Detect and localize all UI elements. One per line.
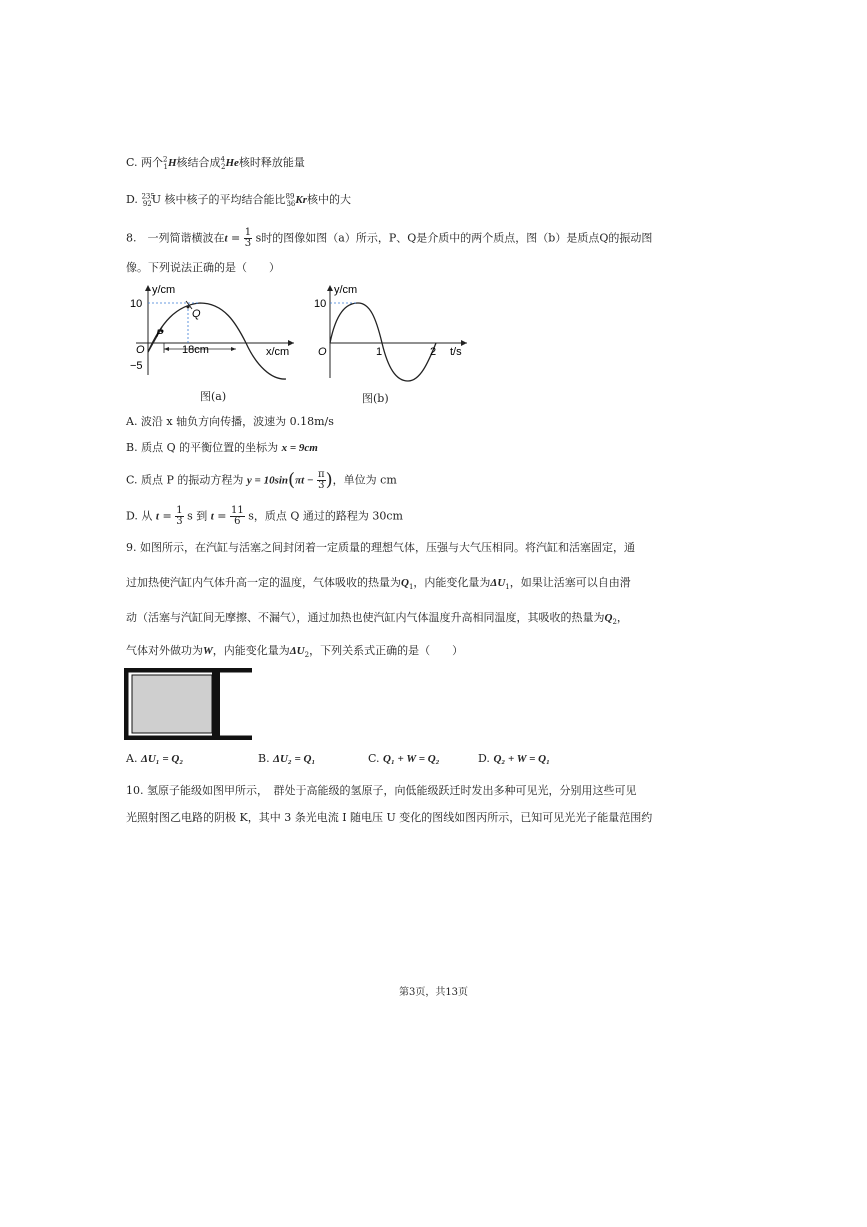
question-8-line2	[126, 260, 280, 276]
text: x = 9cm	[281, 442, 318, 454]
label-t2: 2	[430, 346, 437, 358]
q8-option-d: D. 从 t = $\frac{1}{3}$ s 到 t = $\frac{11}{6}$ s，质点 Q 通过的路程为 30cm	[126, 505, 403, 527]
text: C. 质点 P 的振动方程为	[126, 473, 244, 487]
text: 8. 一列简谐横波在	[126, 231, 225, 245]
label-x-axis: t/s	[450, 346, 462, 358]
text: 时的图像如图（a）所示，P、Q是介质中的两个质点，图（b）是质点Q的振动图	[261, 231, 653, 245]
question-10-line1	[126, 783, 637, 799]
text: ，质点 Q 通过的路程为 30cm	[253, 509, 403, 523]
question-8-line1: 8. 一列简谐横波在t = $\frac{1}{3}$ s时的图像如图（a）所示，P、Q是介质中的两个质点，图（b）是质点Q的振动图	[126, 227, 653, 249]
wave-graph-a	[126, 283, 296, 383]
cylinder-piston-diagram	[124, 668, 254, 740]
text: C. 两个	[126, 156, 164, 169]
text: A.	[126, 752, 138, 765]
caption-a: 图(a)	[200, 390, 227, 403]
label-y-axis: y/cm	[152, 284, 176, 296]
q8-option-b	[126, 440, 318, 456]
q8-option-c: C. 质点 P 的振动方程为 y = 10sin(πt − $\frac{\pi}{3}$ )，单位为 cm	[126, 469, 397, 491]
text: D. 从	[126, 509, 153, 523]
q9-options	[126, 751, 726, 767]
q8-option-a	[126, 414, 334, 430]
q9-c-eq: Q₁ + W = Q₂	[383, 753, 440, 765]
text: He	[225, 157, 239, 169]
label-10: 10	[130, 298, 143, 310]
text: 气体对外做功为	[126, 644, 203, 657]
text: ，单位为 cm	[332, 473, 397, 487]
text: 到	[196, 509, 208, 523]
text: A. 波沿 x 轴负方向传播，波速为 0.18m/s	[126, 415, 334, 428]
vibration-graph-b	[312, 283, 472, 383]
text: 核中的大	[306, 193, 351, 206]
q9-a-eq: ΔU₁ = Q₂	[140, 753, 184, 765]
label-origin: O	[318, 346, 327, 358]
caption-b: 图(b)	[362, 392, 389, 405]
question-9-line4: 气体对外做功为W，内能变化量为$\Delta U_2$，下列关系式正确的是（ ）	[126, 644, 464, 660]
text: B. 质点 Q 的平衡位置的坐标为	[126, 441, 279, 454]
question-9-line3: 动（活塞与汽缸间无摩擦、不漏气），通过加热也使汽缸内气体温度升高相同温度，其吸收的热量为$Q_2$，	[126, 611, 628, 627]
label-x-axis: x/cm	[266, 346, 290, 358]
text: 核结合成	[176, 156, 221, 169]
label-P: P	[156, 328, 164, 340]
text: ，内能变化量为	[413, 576, 491, 589]
text: 像。下列说法正确的是（ ）	[126, 261, 280, 274]
text: ，内能变化量为	[212, 644, 290, 657]
text: U 核中核子的平均结合能比	[151, 193, 286, 206]
q9-b-eq: ΔU₂ = Q₁	[273, 753, 316, 765]
text: 核时释放能量	[238, 156, 305, 169]
text: B.	[258, 752, 270, 765]
page-footer: 第3页，共13页	[398, 987, 469, 998]
text: 10. 氢原子能级如图甲所示， 群处于高能级的氢原子，向低能级跃迁时发出多种可见光，分别用这些可见	[126, 784, 637, 797]
q9-d-eq: Q₂ + W = Q₁	[493, 753, 550, 765]
question-9-line1	[126, 540, 635, 556]
label-y-axis: y/cm	[334, 284, 358, 296]
question-10-line2	[126, 810, 652, 826]
text: 光照射图乙电路的阴极 K，其中 3 条光电流 I 随电压 U 变化的图线如图丙所示，已知可见光光子能量范围约	[126, 811, 653, 824]
text: H	[167, 157, 177, 169]
label-neg5: −5	[130, 360, 143, 372]
label-t1: 1	[376, 346, 383, 358]
text: C.	[368, 752, 380, 765]
text: 动（活塞与汽缸间无摩擦、不漏气），通过加热也使汽缸内气体温度升高相同温度，其吸收的热量为	[126, 611, 605, 624]
option-c: C. 两个$^2_1$H核结合成$^4_2$He核时释放能量	[126, 155, 305, 172]
text: 过加热使汽缸内气体升高一定的温度，气体吸收的热量为	[126, 576, 401, 589]
label-origin: O	[136, 344, 145, 356]
label-10: 10	[314, 298, 327, 310]
label-18cm: 18cm	[182, 344, 209, 356]
text: Kr	[295, 194, 307, 206]
label-Q: Q	[192, 308, 201, 320]
text: ，如果让活塞可以自由滑	[509, 576, 631, 589]
text: ，下列关系式正确的是（ ）	[309, 644, 464, 657]
text: D.	[478, 752, 490, 765]
text: D.	[126, 193, 138, 206]
question-9-line2: 过加热使汽缸内气体升高一定的温度，气体吸收的热量为$Q_1$，内能变化量为$\Delta U_1$，如果让活塞可以自由滑	[126, 576, 631, 592]
text: 9. 如图所示，在汽缸与活塞之间封闭着一定质量的理想气体，压强与大气压相同。将汽缸和活塞固定，通	[126, 541, 635, 554]
option-d: D. $^{235}_{92}$U 核中核子的平均结合能比$^{89}_{36}$Kr核中的大	[126, 192, 351, 209]
